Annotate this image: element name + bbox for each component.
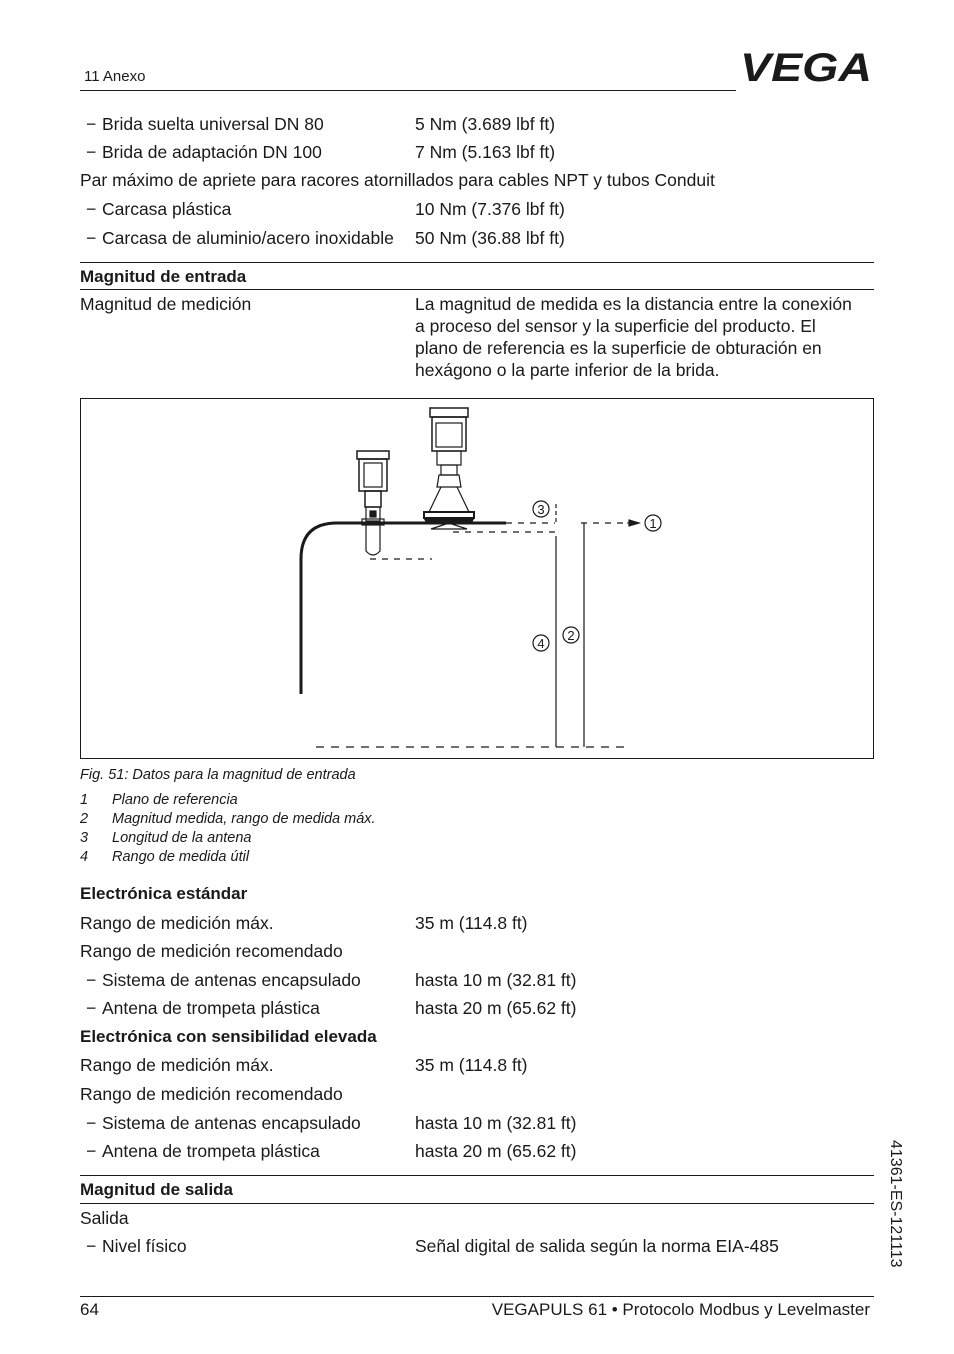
document-id: 41361-ES-121113 xyxy=(887,1140,904,1268)
torque-label: − Carcasa plástica xyxy=(86,198,231,220)
sensitive-heading: Electrónica con sensibilidad elevada xyxy=(80,1027,377,1046)
torque-value: 50 Nm (36.88 lbf ft) xyxy=(415,228,565,248)
torque-value: 10 Nm (7.376 lbf ft) xyxy=(415,199,565,219)
svg-text:VEGA: VEGA xyxy=(740,50,872,84)
input-diagram xyxy=(81,399,873,758)
header-rule xyxy=(80,90,736,91)
marker-4: 4 xyxy=(537,636,545,651)
footer-rule xyxy=(80,1296,874,1297)
standard-heading: Electrónica estándar xyxy=(80,884,248,903)
marker-3: 3 xyxy=(537,502,545,517)
vega-logo xyxy=(740,50,874,84)
encapsulated-sensor xyxy=(357,451,432,559)
document-title: VEGAPULS 61 • Protocolo Modbus y Levelmaster xyxy=(491,1300,870,1319)
marker-2: 2 xyxy=(567,628,575,643)
section-rule xyxy=(80,1175,874,1176)
section-title: 11 Anexo xyxy=(84,68,146,85)
conduit-heading: Par máximo de apriete para racores atornillados para cables NPT y tubos Conduit xyxy=(80,170,715,190)
torque-label: − Brida de adaptación DN 100 xyxy=(86,141,322,163)
torque-label: − Brida suelta universal DN 80 xyxy=(86,113,324,135)
output-heading: Magnitud de salida xyxy=(80,1180,234,1199)
horn-antenna-sensor xyxy=(424,408,556,532)
figure-box xyxy=(80,398,874,759)
section-rule xyxy=(80,1203,874,1204)
input-heading: Magnitud de entrada xyxy=(80,267,247,286)
vessel-wall xyxy=(301,523,506,694)
figure-caption: Fig. 51: Datos para la magnitud de entrada xyxy=(80,767,356,783)
torque-value: 7 Nm (5.163 lbf ft) xyxy=(415,142,556,162)
input-description: La magnitud de medida es la distancia entre la conexión a proceso del sensor y la superficie del producto. El plano de referencia es la superficie de obturación en hexágono o la parte inferior de la brida. xyxy=(415,294,852,380)
torque-value: 5 Nm (3.689 lbf ft) xyxy=(415,114,556,134)
section-rule xyxy=(80,289,874,290)
torque-label: − Carcasa de aluminio/acero inoxidable xyxy=(86,227,394,249)
section-rule xyxy=(80,262,874,263)
input-label: Magnitud de medición xyxy=(80,294,252,314)
page-number: 64 xyxy=(80,1300,99,1319)
marker-1: 1 xyxy=(649,516,657,531)
